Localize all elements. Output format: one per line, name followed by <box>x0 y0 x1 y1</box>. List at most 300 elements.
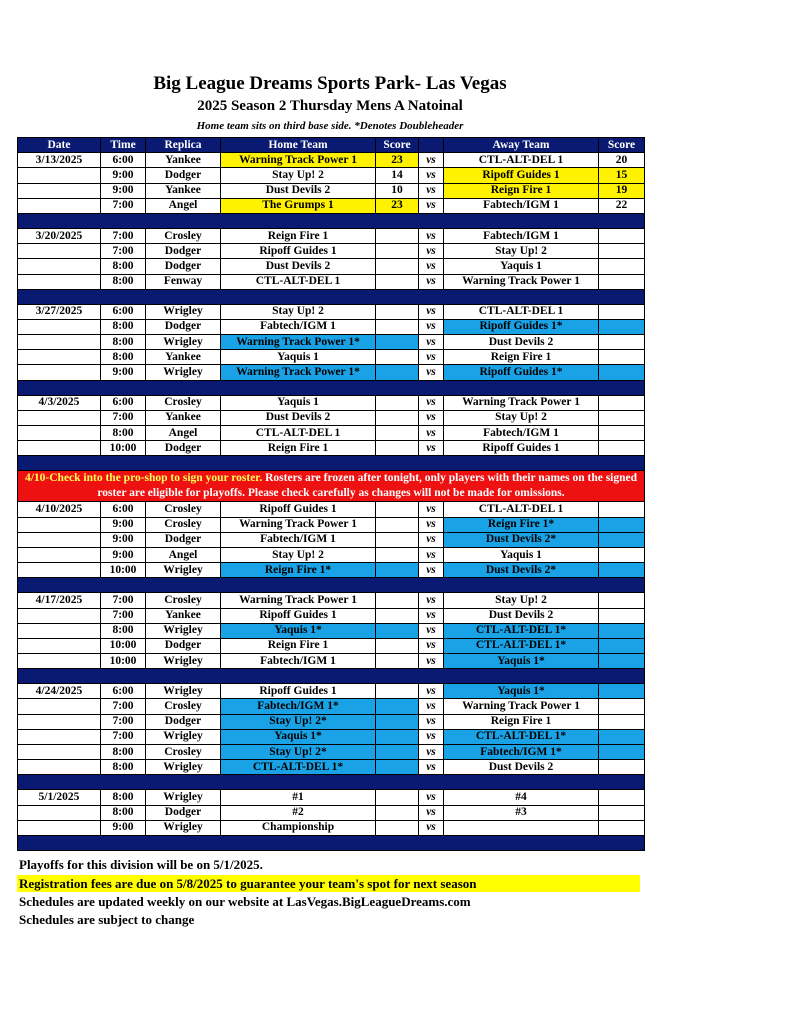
away-score <box>599 274 645 289</box>
game-row <box>18 228 645 243</box>
game-time: 10:00 <box>101 654 146 669</box>
game-time: 8:00 <box>101 274 146 289</box>
away-score <box>599 805 645 820</box>
game-date <box>18 410 101 425</box>
game-time: 6:00 <box>101 395 146 410</box>
vs-label: vs <box>419 623 444 638</box>
home-team: Reign Fire 1 <box>221 441 376 456</box>
header-row <box>18 138 645 153</box>
away-team: Fabtech/IGM 1 <box>444 228 599 243</box>
game-row <box>18 684 645 699</box>
game-row <box>18 729 645 744</box>
game-date <box>18 654 101 669</box>
page-title: Big League Dreams Sports Park- Las Vegas <box>153 73 507 94</box>
separator-bar <box>18 578 645 593</box>
home-score <box>376 410 419 425</box>
vs-label: vs <box>419 684 444 699</box>
vs-label: vs <box>419 198 444 213</box>
vs-label: vs <box>419 563 444 578</box>
home-team: Championship <box>221 820 376 835</box>
game-row <box>18 168 645 183</box>
home-team: Ripoff Guides 1 <box>221 608 376 623</box>
home-team: Ripoff Guides 1 <box>221 684 376 699</box>
home-team: Yaquis 1 <box>221 350 376 365</box>
away-team: Yaquis 1* <box>444 654 599 669</box>
vs-label: vs <box>419 820 444 835</box>
game-date: 3/13/2025 <box>18 153 101 168</box>
game-time: 8:00 <box>101 259 146 274</box>
game-date <box>18 623 101 638</box>
away-team: #4 <box>444 790 599 805</box>
away-score <box>599 395 645 410</box>
game-time: 8:00 <box>101 805 146 820</box>
home-score <box>376 319 419 334</box>
vs-label: vs <box>419 244 444 259</box>
separator-row <box>18 456 645 471</box>
home-score <box>376 790 419 805</box>
game-time: 8:00 <box>101 426 146 441</box>
home-score <box>376 228 419 243</box>
game-time: 8:00 <box>101 745 146 760</box>
home-team: Stay Up! 2 <box>221 547 376 562</box>
home-score <box>376 304 419 319</box>
game-row <box>18 502 645 517</box>
game-field: Crosley <box>146 517 221 532</box>
game-row <box>18 259 645 274</box>
away-score <box>599 563 645 578</box>
away-team: Stay Up! 2 <box>444 410 599 425</box>
game-field: Dodger <box>146 259 221 274</box>
game-field: Yankee <box>146 608 221 623</box>
game-date <box>18 563 101 578</box>
game-field: Crosley <box>146 699 221 714</box>
vs-label: vs <box>419 168 444 183</box>
home-score <box>376 623 419 638</box>
game-row <box>18 153 645 168</box>
away-team: Dust Devils 2 <box>444 608 599 623</box>
game-date <box>18 426 101 441</box>
home-team: Fabtech/IGM 1 <box>221 654 376 669</box>
away-score <box>599 350 645 365</box>
game-time: 10:00 <box>101 638 146 653</box>
separator-bar <box>18 835 645 850</box>
vs-label: vs <box>419 228 444 243</box>
away-score <box>599 608 645 623</box>
away-team: Warning Track Power 1 <box>444 274 599 289</box>
away-team: Dust Devils 2 <box>444 760 599 775</box>
game-time: 10:00 <box>101 441 146 456</box>
home-score <box>376 654 419 669</box>
game-date <box>18 168 101 183</box>
home-score <box>376 699 419 714</box>
game-date <box>18 760 101 775</box>
home-team: Warning Track Power 1 <box>221 517 376 532</box>
home-score: 23 <box>376 198 419 213</box>
vs-label: vs <box>419 441 444 456</box>
home-team: Yaquis 1* <box>221 623 376 638</box>
separator-row <box>18 578 645 593</box>
away-score <box>599 820 645 835</box>
game-row <box>18 517 645 532</box>
game-row <box>18 365 645 380</box>
game-time: 6:00 <box>101 153 146 168</box>
separator-row <box>18 669 645 684</box>
away-team: Reign Fire 1 <box>444 714 599 729</box>
home-score <box>376 274 419 289</box>
home-team: #2 <box>221 805 376 820</box>
game-field: Wrigley <box>146 365 221 380</box>
game-row <box>18 638 645 653</box>
away-score <box>599 729 645 744</box>
game-date <box>18 244 101 259</box>
home-score <box>376 532 419 547</box>
game-field: Dodger <box>146 244 221 259</box>
away-score <box>599 304 645 319</box>
away-score <box>599 244 645 259</box>
roster-notice <box>18 471 645 502</box>
away-score <box>599 502 645 517</box>
home-score <box>376 335 419 350</box>
away-score <box>599 654 645 669</box>
game-time: 7:00 <box>101 714 146 729</box>
home-score <box>376 638 419 653</box>
home-team-note: Home team sits on third base side. *Denotes Doubleheader <box>196 120 464 132</box>
game-field: Wrigley <box>146 684 221 699</box>
home-score <box>376 760 419 775</box>
game-date <box>18 729 101 744</box>
home-team: CTL-ALT-DEL 1* <box>221 760 376 775</box>
game-date: 3/27/2025 <box>18 304 101 319</box>
game-time: 8:00 <box>101 790 146 805</box>
away-score <box>599 623 645 638</box>
away-score <box>599 547 645 562</box>
away-team: CTL-ALT-DEL 1 <box>444 502 599 517</box>
home-score <box>376 820 419 835</box>
game-field: Angel <box>146 198 221 213</box>
game-field: Yankee <box>146 350 221 365</box>
game-date: 3/20/2025 <box>18 228 101 243</box>
vs-label: vs <box>419 274 444 289</box>
away-score <box>599 259 645 274</box>
game-row <box>18 563 645 578</box>
game-row <box>18 654 645 669</box>
separator-row <box>18 380 645 395</box>
home-team: Ripoff Guides 1 <box>221 244 376 259</box>
vs-label: vs <box>419 259 444 274</box>
home-team: CTL-ALT-DEL 1 <box>221 274 376 289</box>
vs-label: vs <box>419 335 444 350</box>
game-row <box>18 714 645 729</box>
home-score <box>376 745 419 760</box>
home-team: Stay Up! 2* <box>221 714 376 729</box>
away-score <box>599 441 645 456</box>
registration-note: Registration fees are due on 5/8/2025 to guarantee your team's spot for next season <box>17 875 640 892</box>
game-time: 8:00 <box>101 760 146 775</box>
game-row <box>18 623 645 638</box>
away-team: CTL-ALT-DEL 1 <box>444 153 599 168</box>
home-team: Warning Track Power 1 <box>221 153 376 168</box>
separator-bar <box>18 456 645 471</box>
vs-label: vs <box>419 350 444 365</box>
game-row <box>18 274 645 289</box>
home-team: Reign Fire 1* <box>221 563 376 578</box>
away-team: Fabtech/IGM 1 <box>444 198 599 213</box>
game-row <box>18 760 645 775</box>
away-score <box>599 745 645 760</box>
separator-bar <box>18 213 645 228</box>
separator-bar <box>18 289 645 304</box>
vs-label: vs <box>419 502 444 517</box>
vs-label: vs <box>419 410 444 425</box>
game-date <box>18 335 101 350</box>
game-row <box>18 198 645 213</box>
home-score: 10 <box>376 183 419 198</box>
home-team: Warning Track Power 1* <box>221 365 376 380</box>
game-date <box>18 547 101 562</box>
roster-notice-text: Rosters are frozen after tonight, only players with their names on the signed roster are eligible for playoffs. Please check carefully as changes will not be made for omissions. <box>97 472 638 500</box>
game-date <box>18 365 101 380</box>
game-field: Crosley <box>146 395 221 410</box>
home-score <box>376 395 419 410</box>
game-row <box>18 319 645 334</box>
game-date <box>18 441 101 456</box>
game-time: 7:00 <box>101 729 146 744</box>
away-score <box>599 760 645 775</box>
game-row <box>18 547 645 562</box>
col-home-score: Score <box>376 138 419 153</box>
away-team: Ripoff Guides 1 <box>444 168 599 183</box>
game-field: Wrigley <box>146 563 221 578</box>
vs-label: vs <box>419 654 444 669</box>
game-time: 8:00 <box>101 319 146 334</box>
home-score <box>376 805 419 820</box>
game-row <box>18 304 645 319</box>
home-team: Fabtech/IGM 1 <box>221 532 376 547</box>
separator-row <box>18 775 645 790</box>
away-score <box>599 532 645 547</box>
away-team: Stay Up! 2 <box>444 244 599 259</box>
game-row <box>18 790 645 805</box>
away-score <box>599 426 645 441</box>
home-team: Reign Fire 1 <box>221 638 376 653</box>
game-time: 7:00 <box>101 228 146 243</box>
vs-label: vs <box>419 699 444 714</box>
game-date <box>18 805 101 820</box>
game-row <box>18 350 645 365</box>
game-field: Dodger <box>146 714 221 729</box>
game-field: Crosley <box>146 593 221 608</box>
game-time: 7:00 <box>101 699 146 714</box>
home-score <box>376 547 419 562</box>
home-score <box>376 259 419 274</box>
page-subtitle: 2025 Season 2 Thursday Mens A Natoinal <box>197 98 463 114</box>
away-team: CTL-ALT-DEL 1* <box>444 638 599 653</box>
away-score <box>599 684 645 699</box>
vs-label: vs <box>419 790 444 805</box>
game-field: Angel <box>146 547 221 562</box>
schedule-table <box>17 137 645 851</box>
game-row <box>18 244 645 259</box>
home-team: Stay Up! 2 <box>221 304 376 319</box>
away-score <box>599 319 645 334</box>
home-team: Yaquis 1* <box>221 729 376 744</box>
game-time: 6:00 <box>101 502 146 517</box>
away-score <box>599 365 645 380</box>
game-time: 8:00 <box>101 335 146 350</box>
home-score <box>376 593 419 608</box>
home-team: Ripoff Guides 1 <box>221 502 376 517</box>
vs-label: vs <box>419 608 444 623</box>
vs-label: vs <box>419 395 444 410</box>
away-score: 19 <box>599 183 645 198</box>
home-score <box>376 714 419 729</box>
game-date <box>18 183 101 198</box>
game-time: 7:00 <box>101 410 146 425</box>
vs-label: vs <box>419 760 444 775</box>
home-score <box>376 350 419 365</box>
game-date <box>18 517 101 532</box>
away-team: Ripoff Guides 1* <box>444 319 599 334</box>
home-team: Dust Devils 2 <box>221 183 376 198</box>
game-date <box>18 608 101 623</box>
game-row <box>18 395 645 410</box>
game-row <box>18 699 645 714</box>
home-team: Reign Fire 1 <box>221 228 376 243</box>
game-time: 9:00 <box>101 532 146 547</box>
game-field: Yankee <box>146 183 221 198</box>
website-note: Schedules are updated weekly on our website at LasVegas.BigLeagueDreams.com <box>19 894 471 909</box>
home-team: Warning Track Power 1* <box>221 335 376 350</box>
game-date <box>18 198 101 213</box>
home-score <box>376 563 419 578</box>
vs-label: vs <box>419 547 444 562</box>
away-score: 15 <box>599 168 645 183</box>
playoffs-note: Playoffs for this division will be on 5/1/2025. <box>19 857 263 872</box>
away-team: Yaquis 1 <box>444 259 599 274</box>
schedule-body <box>18 153 645 851</box>
game-time: 9:00 <box>101 547 146 562</box>
game-row <box>18 335 645 350</box>
game-time: 7:00 <box>101 198 146 213</box>
away-team: CTL-ALT-DEL 1* <box>444 623 599 638</box>
vs-label: vs <box>419 745 444 760</box>
vs-label: vs <box>419 319 444 334</box>
vs-label: vs <box>419 593 444 608</box>
vs-label: vs <box>419 304 444 319</box>
col-replica: Replica <box>146 138 221 153</box>
game-time: 10:00 <box>101 563 146 578</box>
game-field: Wrigley <box>146 654 221 669</box>
game-row <box>18 183 645 198</box>
vs-label: vs <box>419 714 444 729</box>
game-date <box>18 699 101 714</box>
vs-label: vs <box>419 426 444 441</box>
home-score <box>376 365 419 380</box>
game-field: Angel <box>146 426 221 441</box>
home-score <box>376 729 419 744</box>
game-field: Dodger <box>146 319 221 334</box>
vs-label: vs <box>419 729 444 744</box>
vs-label: vs <box>419 153 444 168</box>
away-score <box>599 593 645 608</box>
home-team: Stay Up! 2 <box>221 168 376 183</box>
game-date <box>18 350 101 365</box>
game-date <box>18 259 101 274</box>
away-team: Fabtech/IGM 1 <box>444 426 599 441</box>
away-team: Warning Track Power 1 <box>444 395 599 410</box>
home-score <box>376 244 419 259</box>
home-team: Dust Devils 2 <box>221 259 376 274</box>
game-field: Crosley <box>146 502 221 517</box>
vs-label: vs <box>419 532 444 547</box>
game-time: 7:00 <box>101 244 146 259</box>
col-away-team: Away Team <box>444 138 599 153</box>
away-team: Stay Up! 2 <box>444 593 599 608</box>
game-date: 4/24/2025 <box>18 684 101 699</box>
away-team: Warning Track Power 1 <box>444 699 599 714</box>
game-row <box>18 441 645 456</box>
vs-label: vs <box>419 517 444 532</box>
vs-label: vs <box>419 805 444 820</box>
game-row <box>18 820 645 835</box>
away-team: Reign Fire 1 <box>444 350 599 365</box>
game-field: Crosley <box>146 228 221 243</box>
away-team: #3 <box>444 805 599 820</box>
home-score <box>376 684 419 699</box>
game-field: Dodger <box>146 638 221 653</box>
game-field: Wrigley <box>146 623 221 638</box>
game-time: 7:00 <box>101 593 146 608</box>
roster-notice-accent: 4/10-Check into the pro-shop to sign your roster. <box>24 472 263 485</box>
game-time: 6:00 <box>101 684 146 699</box>
home-team: #1 <box>221 790 376 805</box>
game-row <box>18 608 645 623</box>
away-team: Yaquis 1 <box>444 547 599 562</box>
game-field: Wrigley <box>146 790 221 805</box>
separator-bar <box>18 669 645 684</box>
col-home-team: Home Team <box>221 138 376 153</box>
game-time: 6:00 <box>101 304 146 319</box>
vs-label: vs <box>419 365 444 380</box>
away-score: 20 <box>599 153 645 168</box>
game-row <box>18 745 645 760</box>
game-field: Wrigley <box>146 760 221 775</box>
separator-bar <box>18 775 645 790</box>
game-field: Dodger <box>146 805 221 820</box>
away-team: Ripoff Guides 1* <box>444 365 599 380</box>
game-date <box>18 745 101 760</box>
game-date: 4/10/2025 <box>18 502 101 517</box>
col-date: Date <box>18 138 101 153</box>
home-team: Warning Track Power 1 <box>221 593 376 608</box>
separator-row <box>18 213 645 228</box>
game-date: 4/3/2025 <box>18 395 101 410</box>
away-team: Reign Fire 1* <box>444 517 599 532</box>
separator-bar <box>18 380 645 395</box>
home-team: The Grumps 1 <box>221 198 376 213</box>
game-row <box>18 593 645 608</box>
away-team: Dust Devils 2* <box>444 563 599 578</box>
game-date: 4/17/2025 <box>18 593 101 608</box>
game-time: 9:00 <box>101 183 146 198</box>
home-score <box>376 426 419 441</box>
away-score <box>599 714 645 729</box>
game-field: Yankee <box>146 410 221 425</box>
away-score: 22 <box>599 198 645 213</box>
away-team: Reign Fire 1 <box>444 183 599 198</box>
col-vs <box>419 138 444 153</box>
game-row <box>18 805 645 820</box>
